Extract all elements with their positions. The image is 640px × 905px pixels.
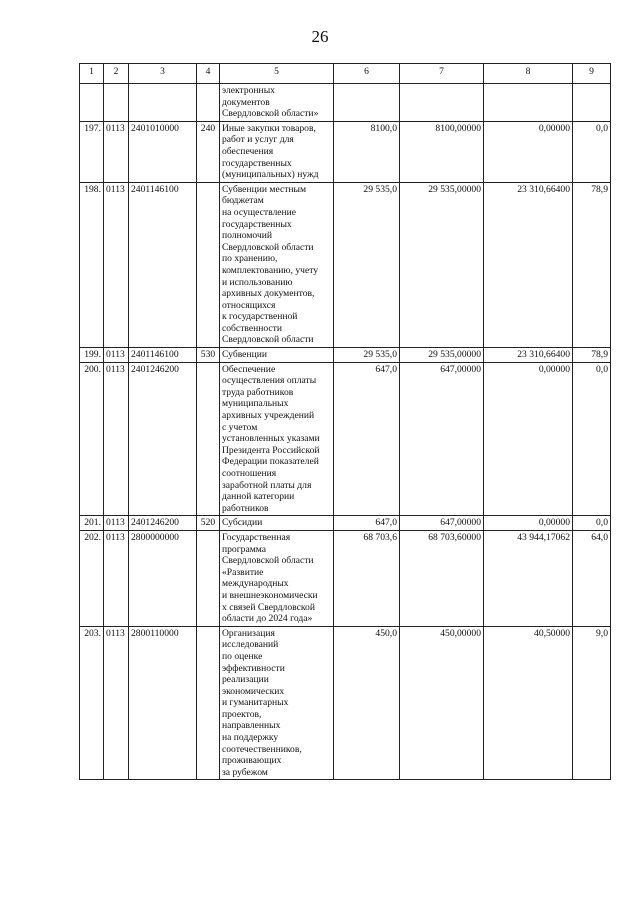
section-code: 0113 (104, 626, 129, 780)
section-code: 0113 (104, 530, 129, 626)
table-row (80, 348, 611, 363)
executed-value: 43 944,17062 (484, 530, 573, 626)
continuation-text: электронных документов Свердловской области» (220, 84, 334, 122)
col-header: 7 (400, 64, 484, 84)
plan-value: 29 535,0 (334, 182, 400, 347)
item-name: Субвенции (220, 348, 334, 363)
row-number: 200. (80, 362, 104, 516)
plan-value: 68 703,6 (334, 530, 400, 626)
col-header: 8 (484, 64, 573, 84)
percent-value: 9,0 (573, 626, 611, 780)
plan-value: 450,0 (334, 626, 400, 780)
table-row (80, 182, 611, 347)
item-name: Обеспечение осуществления оплаты труда работников муниципальных архивных учреждений с учетом установленных указами Президента Российской Федерации показателей соотношения заработной платы для данной категории работников (220, 362, 334, 516)
table-row (80, 516, 611, 531)
target-code: 2401246200 (129, 362, 197, 516)
plan-value: 647,0 (334, 362, 400, 516)
row-number: 201. (80, 516, 104, 531)
percent-value: 78,9 (573, 182, 611, 347)
item-name: Иные закупки товаров, работ и услуг для обеспечения государственных (муниципальных) нужд (220, 121, 334, 182)
table-row (80, 121, 611, 182)
expense-type: 240 (197, 121, 220, 182)
expense-type (197, 626, 220, 780)
target-code: 2401146100 (129, 182, 197, 347)
approved-value: 29 535,00000 (400, 348, 484, 363)
table-row (80, 626, 611, 780)
plan-value: 8100,0 (334, 121, 400, 182)
percent-value: 0,0 (573, 516, 611, 531)
row-number: 199. (80, 348, 104, 363)
table-row (80, 362, 611, 516)
expense-type (197, 182, 220, 347)
target-code: 2401010000 (129, 121, 197, 182)
target-code: 2800110000 (129, 626, 197, 780)
percent-value: 0,0 (573, 121, 611, 182)
executed-value: 40,50000 (484, 626, 573, 780)
approved-value: 8100,00000 (400, 121, 484, 182)
section-code: 0113 (104, 362, 129, 516)
col-header: 2 (104, 64, 129, 84)
item-name: Субсидии (220, 516, 334, 531)
col-header: 4 (197, 64, 220, 84)
table-row-continuation (80, 84, 611, 122)
section-code: 0113 (104, 182, 129, 347)
col-header: 9 (573, 64, 611, 84)
col-header: 3 (129, 64, 197, 84)
approved-value: 29 535,00000 (400, 182, 484, 347)
executed-value: 0,00000 (484, 121, 573, 182)
item-name: Субвенции местным бюджетам на осуществление государственных полномочий Свердловской области по хранению, комплектованию, учету и использованию архивных документов, относящихся к государственной собственности Свердловской области (220, 182, 334, 347)
percent-value: 78,9 (573, 348, 611, 363)
executed-value: 0,00000 (484, 516, 573, 531)
target-code: 2401246200 (129, 516, 197, 531)
col-header: 1 (80, 64, 104, 84)
expense-type: 530 (197, 348, 220, 363)
expense-type: 520 (197, 516, 220, 531)
executed-value: 0,00000 (484, 362, 573, 516)
executed-value: 23 310,66400 (484, 348, 573, 363)
approved-value: 647,00000 (400, 362, 484, 516)
row-number: 197. (80, 121, 104, 182)
approved-value: 647,00000 (400, 516, 484, 531)
expense-type (197, 362, 220, 516)
plan-value: 29 535,0 (334, 348, 400, 363)
page-number: 26 (311, 27, 329, 46)
expense-type (197, 530, 220, 626)
item-name: Организация исследований по оценке эффективности реализации экономических и гуманитарных проектов, направленных на поддержку соотечественников, проживающих за рубежом (220, 626, 334, 780)
percent-value: 64,0 (573, 530, 611, 626)
table-row (80, 530, 611, 626)
budget-table (79, 63, 611, 780)
col-header: 5 (220, 64, 334, 84)
section-code: 0113 (104, 348, 129, 363)
section-code: 0113 (104, 516, 129, 531)
approved-value: 68 703,60000 (400, 530, 484, 626)
percent-value: 0,0 (573, 362, 611, 516)
target-code: 2401146100 (129, 348, 197, 363)
row-number: 202. (80, 530, 104, 626)
row-number: 203. (80, 626, 104, 780)
executed-value: 23 310,66400 (484, 182, 573, 347)
section-code: 0113 (104, 121, 129, 182)
approved-value: 450,00000 (400, 626, 484, 780)
plan-value: 647,0 (334, 516, 400, 531)
target-code: 2800000000 (129, 530, 197, 626)
row-number: 198. (80, 182, 104, 347)
item-name: Государственная программа Свердловской области «Развитие международных и внешнеэкономически х связей Свердловской области до 2024 года» (220, 530, 334, 626)
col-header: 6 (334, 64, 400, 84)
header-row (80, 64, 611, 84)
